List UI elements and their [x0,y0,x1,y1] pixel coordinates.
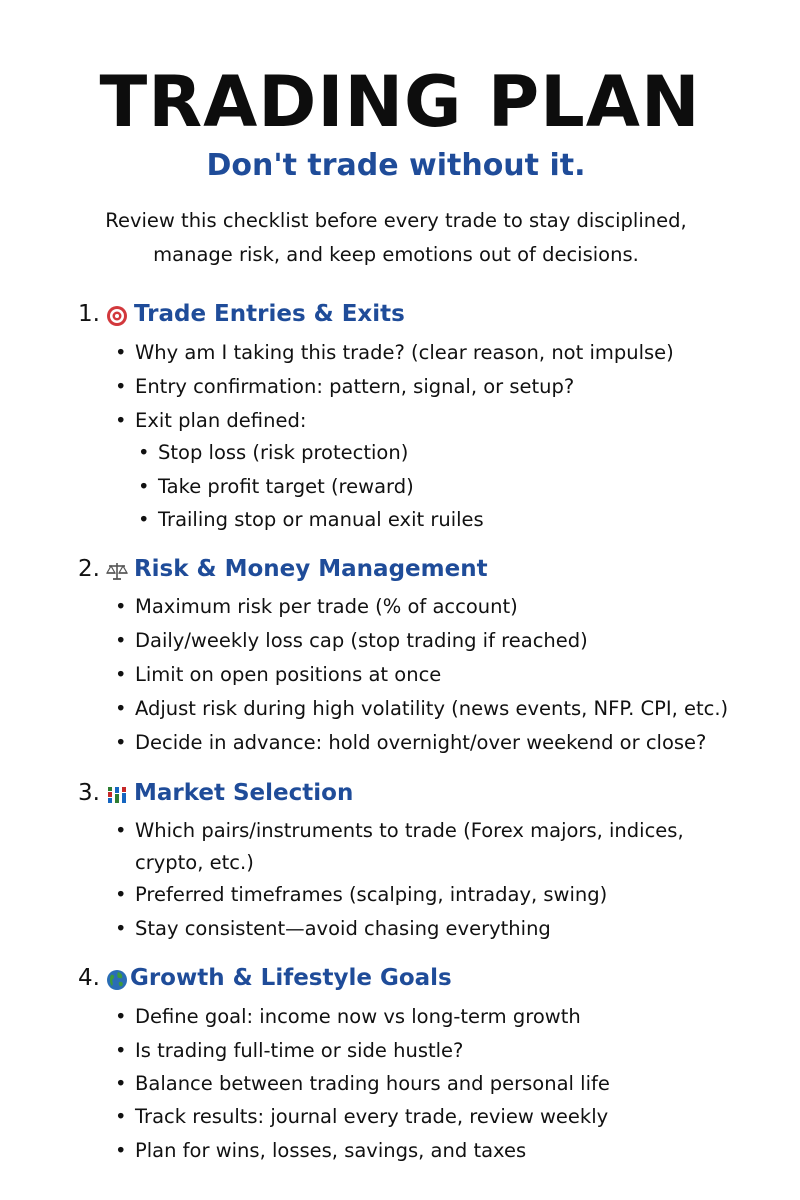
list-item: • Preferred timeframes (scalping, intraday, swing) [115,883,608,906]
section-3-heading [78,776,353,810]
page-title: TRADING PLAN [99,61,701,143]
section-number: 2. [78,556,100,582]
list-item: • Daily/weekly loss cap (stop trading if reached) [115,629,588,652]
list-item: • Stay consistent—avoid chasing everything [115,917,551,940]
section-4-heading [78,961,452,995]
target-icon [106,303,128,325]
page-subtitle: Don't trade without it. [206,148,586,183]
list-item: • Why am I taking this trade? (clear reason, not impulse) [115,341,674,364]
section-title: Risk & Money Management [133,556,488,582]
list-item: • Which pairs/instruments to trade (Forex majors, indices, [115,819,684,842]
list-item: • Exit plan defined: [115,409,307,432]
intro-text [60,204,732,272]
section-number: 1. [78,301,100,327]
list-item: • Decide in advance: hold overnight/over weekend or close? [115,731,707,754]
list-item-continuation: crypto, etc.) [135,851,254,874]
globe-icon [106,967,128,989]
list-item: • Maximum risk per trade (% of account) [115,595,518,618]
intro-line: manage risk, and keep emotions out of decisions. [153,243,639,266]
list-item: • Plan for wins, losses, savings, and taxes [115,1139,527,1162]
section-number: 4. [78,965,100,991]
section-title: Growth & Lifestyle Goals [129,965,452,991]
intro-line: Review this checklist before every trade to stay disciplined, [105,209,687,232]
sub-list-item: • Trailing stop or manual exit ruiles [138,508,484,531]
list-item: • Adjust risk during high volatility (news events, NFP. CPI, etc.) [115,697,729,720]
section-number: 3. [78,780,100,806]
list-item: • Limit on open positions at once [115,663,442,686]
balance-scale-icon [106,558,128,580]
list-item: • Entry confirmation: pattern, signal, or setup? [115,375,575,398]
section-title: Trade Entries & Exits [133,301,405,327]
list-item: • Define goal: income now vs long-term growth [115,1005,581,1028]
bar-chart-icon [106,782,128,804]
section-title: Market Selection [133,780,354,806]
section-2-heading [78,552,488,586]
list-item: • Balance between trading hours and personal life [115,1072,610,1095]
section-1-heading [78,297,405,331]
sub-list-item: • Take profit target (reward) [138,475,414,498]
list-item: • Is trading full-time or side hustle? [115,1039,464,1062]
list-item: • Track results: journal every trade, review weekly [115,1105,609,1128]
sub-list-item: • Stop loss (risk protection) [138,441,409,464]
